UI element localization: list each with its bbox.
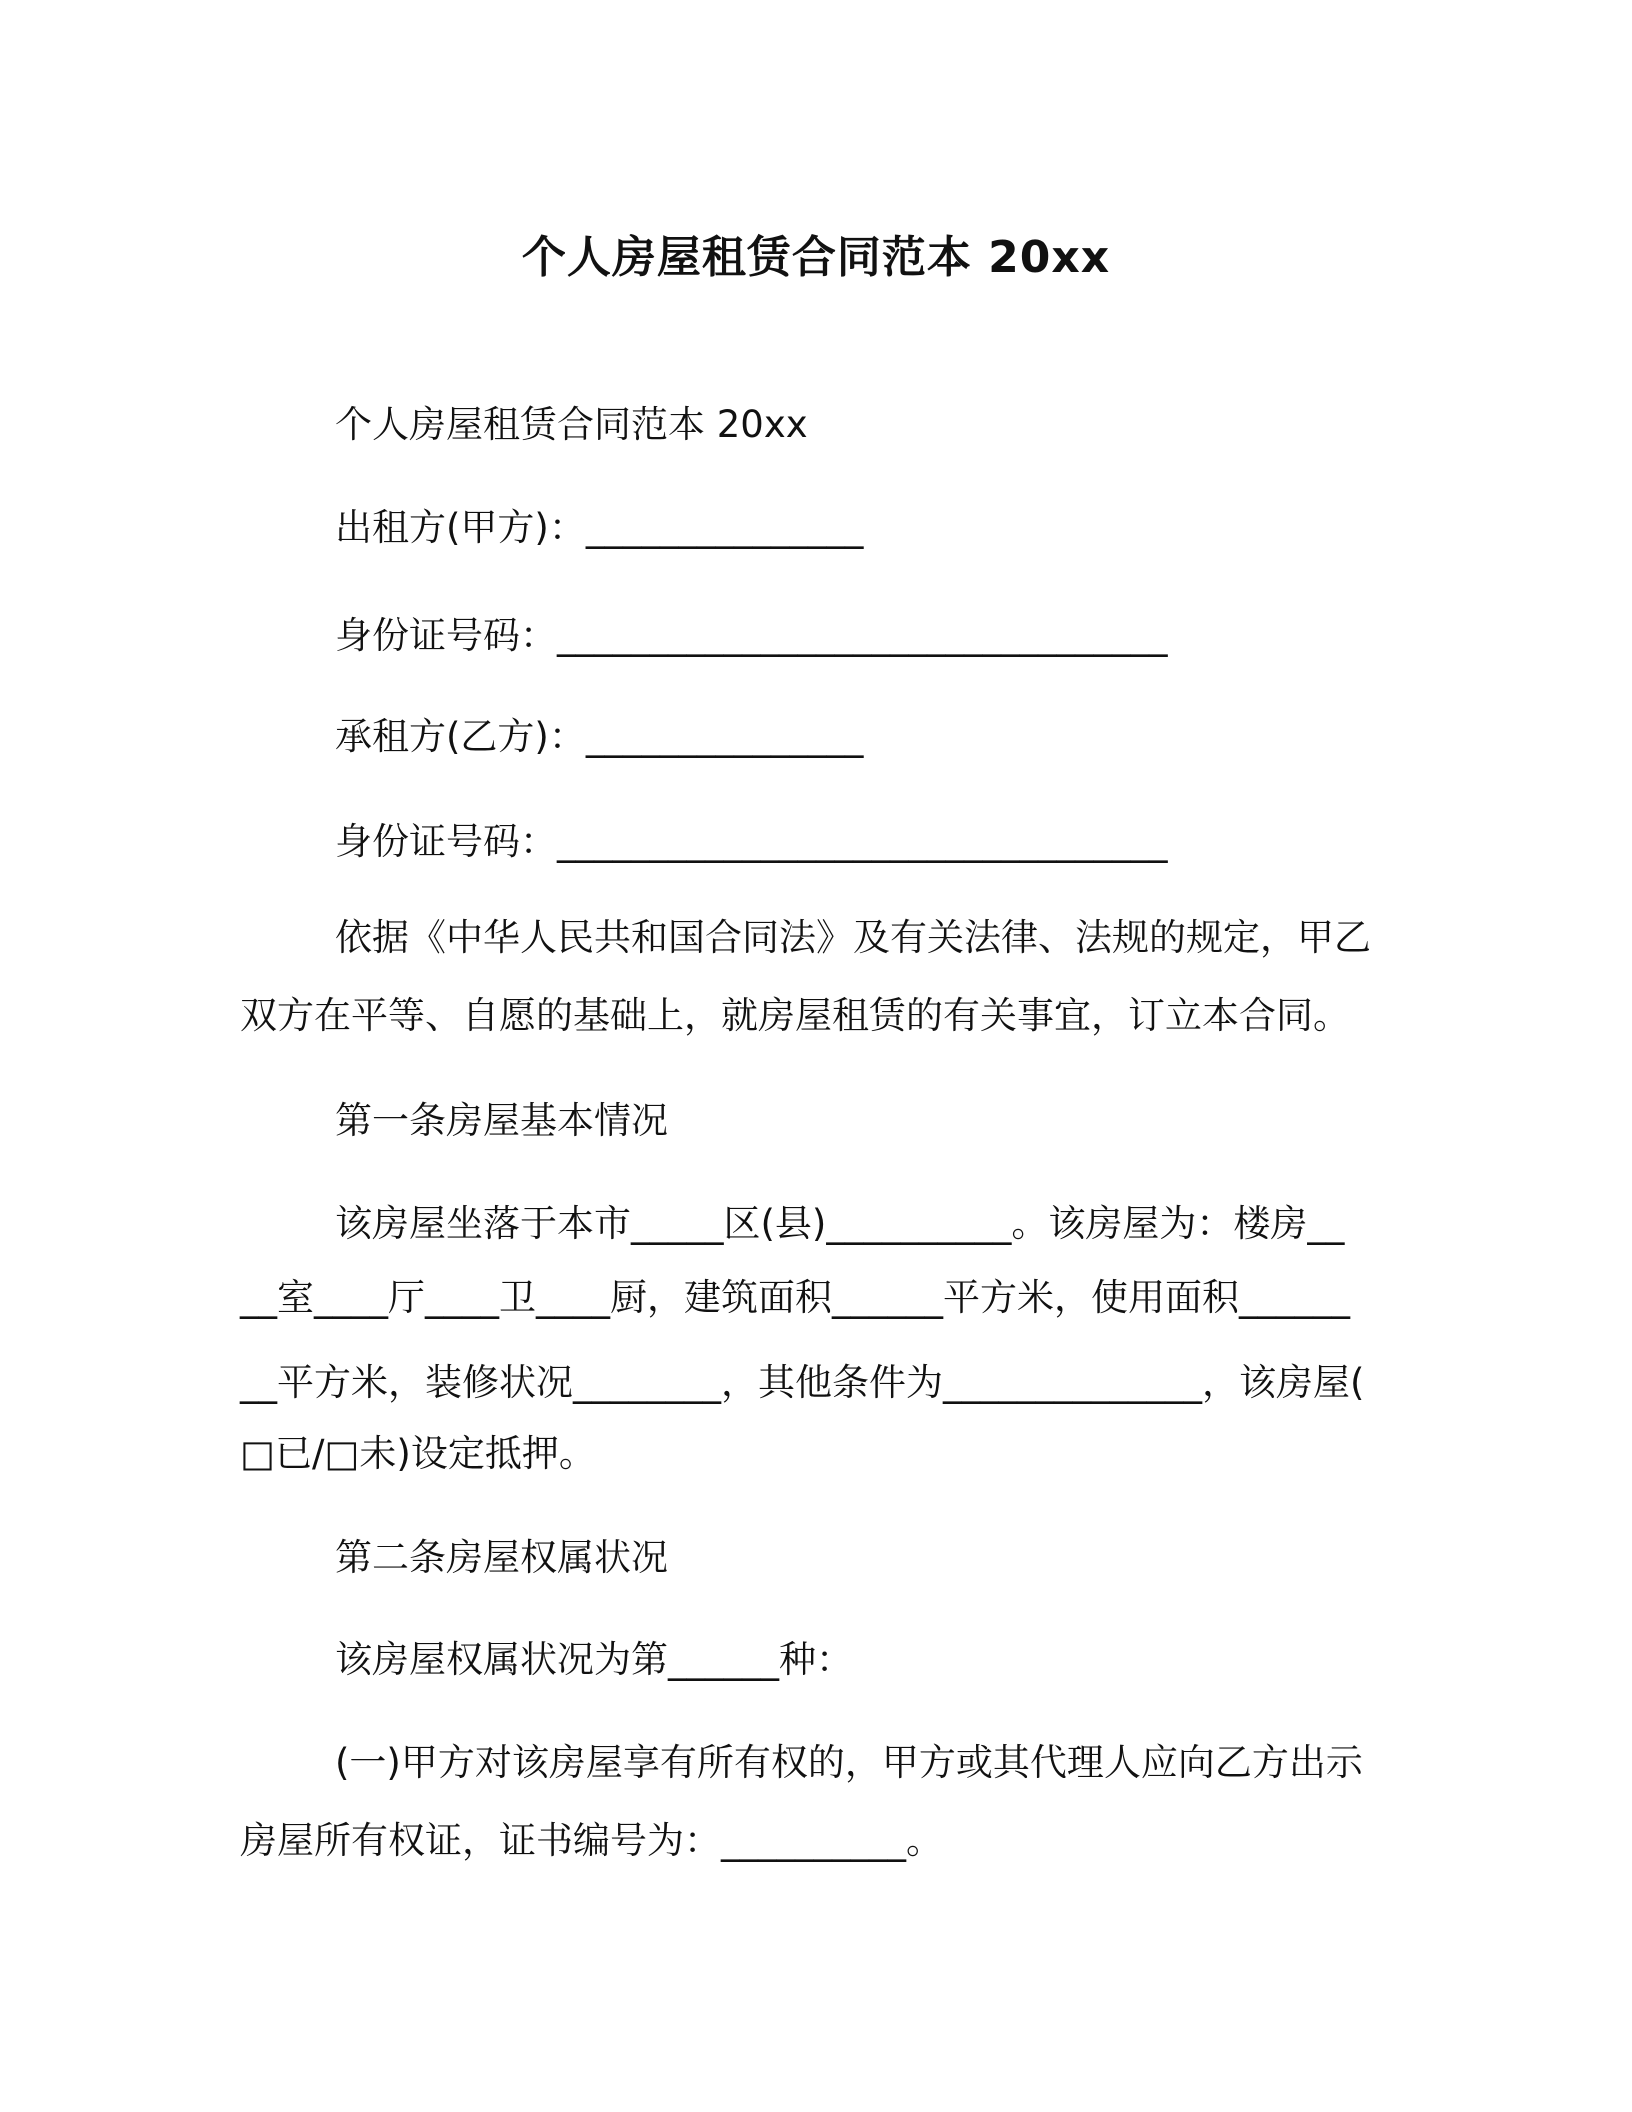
article2-item1-line-2: 房屋所有权证，证书编号为：__________。 [240, 1819, 943, 1862]
subtitle-line: 个人房屋租赁合同范本 20xx [335, 403, 808, 446]
document-title: 个人房屋租赁合同范本 20xx [521, 232, 1111, 283]
article2-line-1: 该房屋权属状况为第______种： [335, 1638, 853, 1681]
article1-line-1: 该房屋坐落于本市_____区(县)__________。该房屋为：楼房__ [335, 1202, 1345, 1245]
preamble-line-1: 依据《中华人民共和国合同法》及有关法律、法规的规定，甲乙 [335, 916, 1371, 959]
article2-heading: 第二条房屋权属状况 [335, 1536, 668, 1579]
article1-line-3: __平方米，装修状况________，其他条件为______________，该房屋( [240, 1361, 1365, 1404]
lessee-line: 承租方(乙方)：_______________ [335, 715, 864, 758]
article1-line-2: __室____厅____卫____厨，建筑面积______平方米，使用面积______ [240, 1276, 1350, 1319]
preamble-line-2: 双方在平等、自愿的基础上，就房屋租赁的有关事宜，订立本合同。 [240, 994, 1350, 1037]
lessee-id-line: 身份证号码：_________________________________ [335, 820, 1168, 863]
article1-heading: 第一条房屋基本情况 [335, 1099, 668, 1142]
article2-item1-line-1: (一)甲方对该房屋享有所有权的，甲方或其代理人应向乙方出示 [335, 1741, 1363, 1784]
lessor-line: 出租方(甲方)：_______________ [335, 506, 864, 549]
article1-line-4: □已/□未)设定抵押。 [240, 1432, 596, 1475]
lessor-id-line: 身份证号码：_________________________________ [335, 614, 1168, 657]
